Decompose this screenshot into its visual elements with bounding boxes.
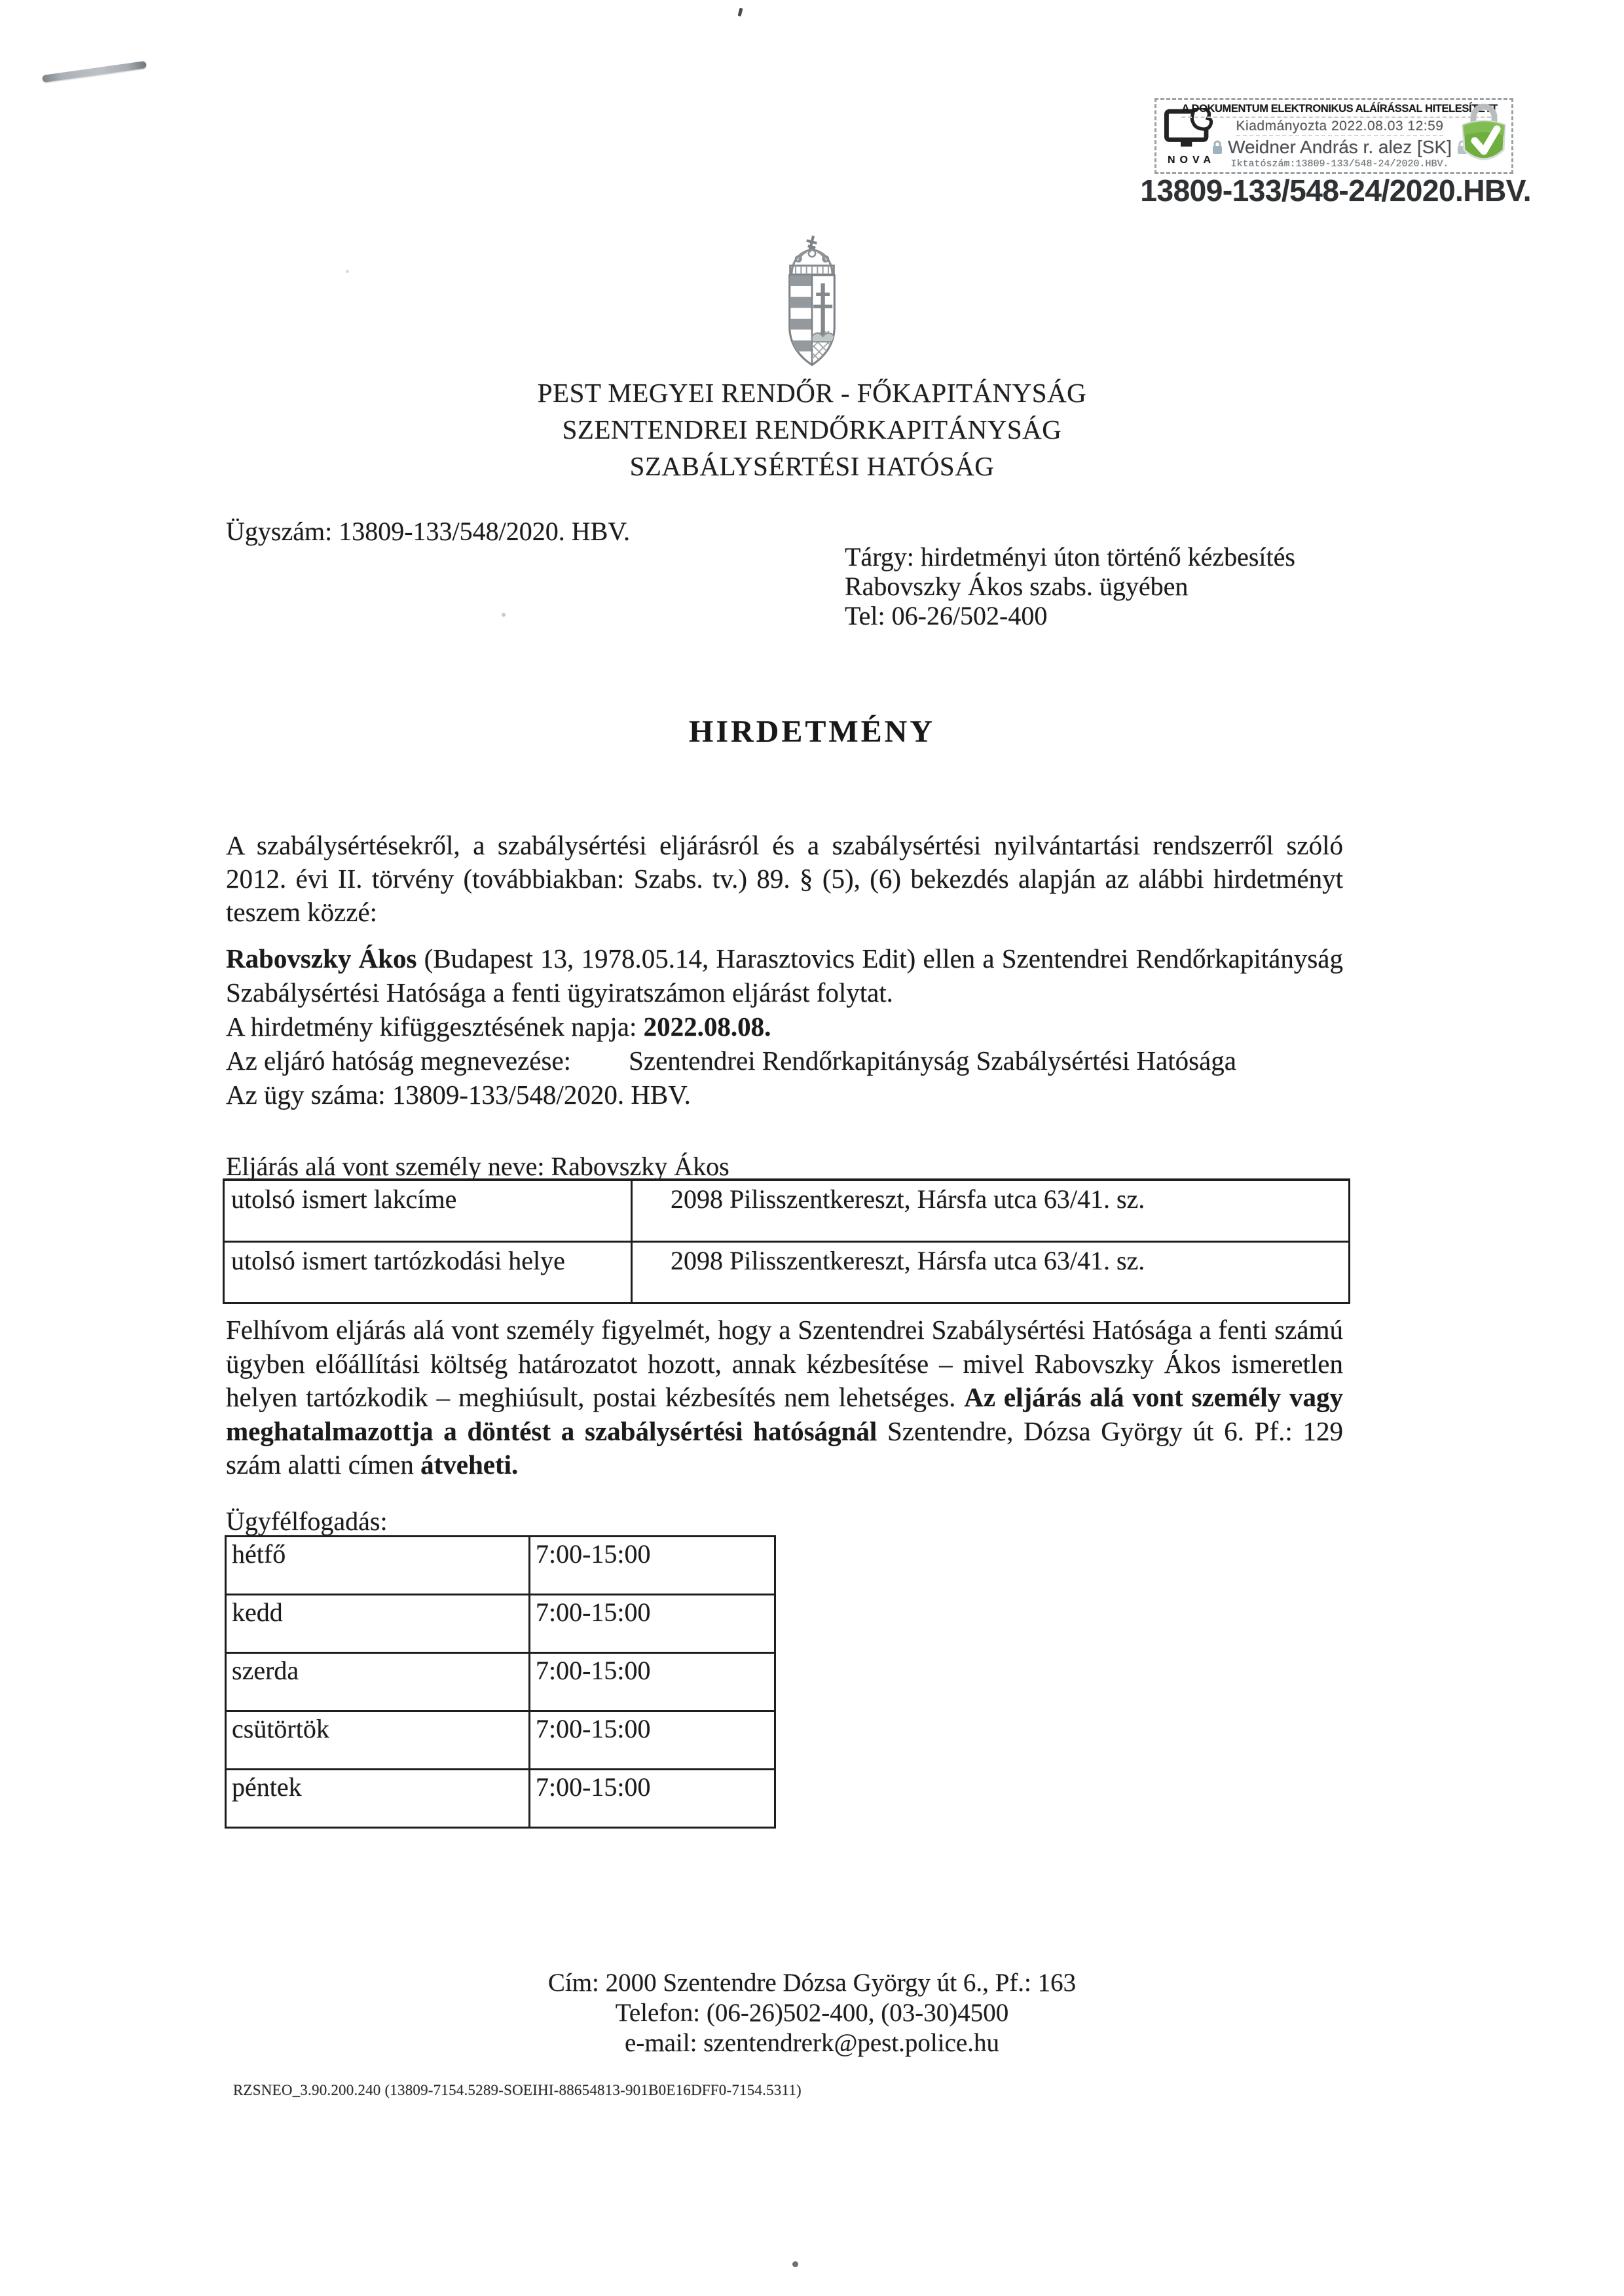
address-label-cell: utolsó ismert tartózkodási helye xyxy=(224,1242,632,1303)
notice-paragraph: Felhívom eljárás alá vont személy figyelmét, hogy a Szentendrei Szabálysértési Hatósága a fenti számú ügyben előállítási költség határozatot hozott, annak kézbesítése – mivel Rabovszky Ákos ismeretlen helyen tartózkodik – meghiúsult, postai kézbesítés nem lehetséges. Az eljárás alá vont személy vagy meghatalmazottja a döntést a szabálysértési hatóságnál Szentendre, Dózsa György út 6. Pf.: 129 szám alatti címen átveheti. xyxy=(226,1315,1343,1480)
intro-paragraph: A szabálysértésekről, a szabálysértési eljárásról és a szabálysértési nyilvántartási rendszerről szóló 2012. évi II. törvény (továbbiakban: Szabs. tv.) 89. § (5), (6) bekezdés alapján az alábbi hirdetményt teszem közzé: xyxy=(226,830,1343,927)
system-id-line: RZSNEO_3.90.200.240 (13809-7154.5289-SOEIHI-88654813-901B0E16DFF0-7154.5311) xyxy=(233,2082,802,2098)
contact-footer xyxy=(0,1968,1624,2058)
subject-line-1: Tárgy: hirdetményi úton történő kézbesítés xyxy=(845,542,1295,572)
authority-line: Az eljáró hatóság megnevezése: Szentendrei Rendőrkapitányság Szabálysértési Hatósága xyxy=(226,1046,1236,1076)
table-row xyxy=(224,1180,1350,1242)
footer-address-line: Cím: 2000 Szentendre Dózsa György út 6., Pf.: 163 xyxy=(547,1969,1077,1997)
day-cell: hétfő xyxy=(226,1537,530,1595)
subject-line-2: Rabovszky Ákos szabs. ügyében xyxy=(845,572,1189,601)
table-row xyxy=(226,1770,775,1828)
table-row xyxy=(226,1711,775,1770)
address-label-cell: utolsó ismert lakcíme xyxy=(224,1180,632,1242)
day-cell: csütörtök xyxy=(226,1711,530,1770)
hours-cell: 7:00-15:00 xyxy=(530,1711,775,1770)
subject-person-paragraph: Rabovszky Ákos (Budapest 13, 1978.05.14, Harasztovics Edit) ellen a Szentendrei Rendőrkapitányság Szabálysértési Hatósága a fenti ügyiratszámon eljárást folytat. xyxy=(226,943,1343,1008)
case-number-line: Ügyszám: 13809-133/548/2020. HBV. xyxy=(226,517,631,546)
person-name-line: Eljárás alá vont személy neve: Rabovszky Ákos xyxy=(226,1152,729,1181)
day-cell: kedd xyxy=(226,1595,530,1653)
stamp-certified-line: A DOKUMENTUM ELEKTRONIKUS ALÁÍRÁSSAL HITELESÍTETT xyxy=(1182,102,1498,118)
scan-speck xyxy=(738,8,743,17)
scan-speck xyxy=(346,270,349,273)
day-cell: péntek xyxy=(226,1770,530,1828)
footer-email-line: e-mail: szentendrerk@pest.police.hu xyxy=(625,2029,999,2057)
hours-cell: 7:00-15:00 xyxy=(530,1595,775,1653)
reference-number: 13809-133/548-24/2020.HBV. xyxy=(1140,173,1531,208)
electronic-signature-stamp xyxy=(1154,98,1513,174)
stamp-filing-number-line: Iktatószám:13809-133/548-24/2020.HBV. xyxy=(1230,158,1449,170)
scan-speck xyxy=(502,613,506,617)
org-line-1: PEST MEGYEI RENDŐR - FŐKAPITÁNYSÁG xyxy=(537,378,1087,408)
hours-cell: 7:00-15:00 xyxy=(530,1770,775,1828)
hungarian-coat-of-arms xyxy=(778,234,846,378)
posting-date-line: A hirdetmény kifüggesztésének napja: 2022.08.08. xyxy=(226,1011,771,1042)
org-line-2: SZENTENDREI RENDŐRKAPITÁNYSÁG xyxy=(562,414,1062,445)
case-id-line: Az ügy száma: 13809-133/548/2020. HBV. xyxy=(226,1080,691,1110)
table-row xyxy=(226,1595,775,1653)
organization-header xyxy=(0,374,1624,484)
address-value-cell: 2098 Pilisszentkereszt, Hársfa utca 63/41. sz. xyxy=(632,1180,1350,1242)
address-table xyxy=(223,1178,1350,1304)
scan-streak-artifact xyxy=(42,61,147,82)
hours-cell: 7:00-15:00 xyxy=(530,1537,775,1595)
stamp-signer-line: Weidner András r. alez [SK] xyxy=(1211,137,1468,158)
nova-logo-text: NOVA xyxy=(1167,155,1216,166)
table-row xyxy=(226,1653,775,1711)
table-row xyxy=(224,1242,1350,1303)
lock-icon xyxy=(1211,140,1223,155)
stamp-issued-line: Kiadmányozta 2022.08.03 12:59 xyxy=(1236,118,1444,136)
scan-speck xyxy=(792,2261,798,2267)
footer-phone-line: Telefon: (06-26)502-400, (03-30)4500 xyxy=(615,1999,1009,2027)
day-cell: szerda xyxy=(226,1653,530,1711)
case-details-block xyxy=(226,941,1343,1112)
subject-block xyxy=(845,542,1295,630)
subject-line-3: Tel: 06-26/502-400 xyxy=(845,601,1048,630)
table-row xyxy=(226,1537,775,1595)
green-shield-check-icon xyxy=(1458,100,1511,172)
document-title: HIRDETMÉNY xyxy=(688,714,936,749)
office-hours-table xyxy=(225,1535,776,1829)
office-hours-label: Ügyfélfogadás: xyxy=(226,1506,388,1536)
address-value-cell: 2098 Pilisszentkereszt, Hársfa utca 63/41. sz. xyxy=(632,1242,1350,1303)
hours-cell: 7:00-15:00 xyxy=(530,1653,775,1711)
org-line-3: SZABÁLYSÉRTÉSI HATÓSÁG xyxy=(629,451,995,481)
